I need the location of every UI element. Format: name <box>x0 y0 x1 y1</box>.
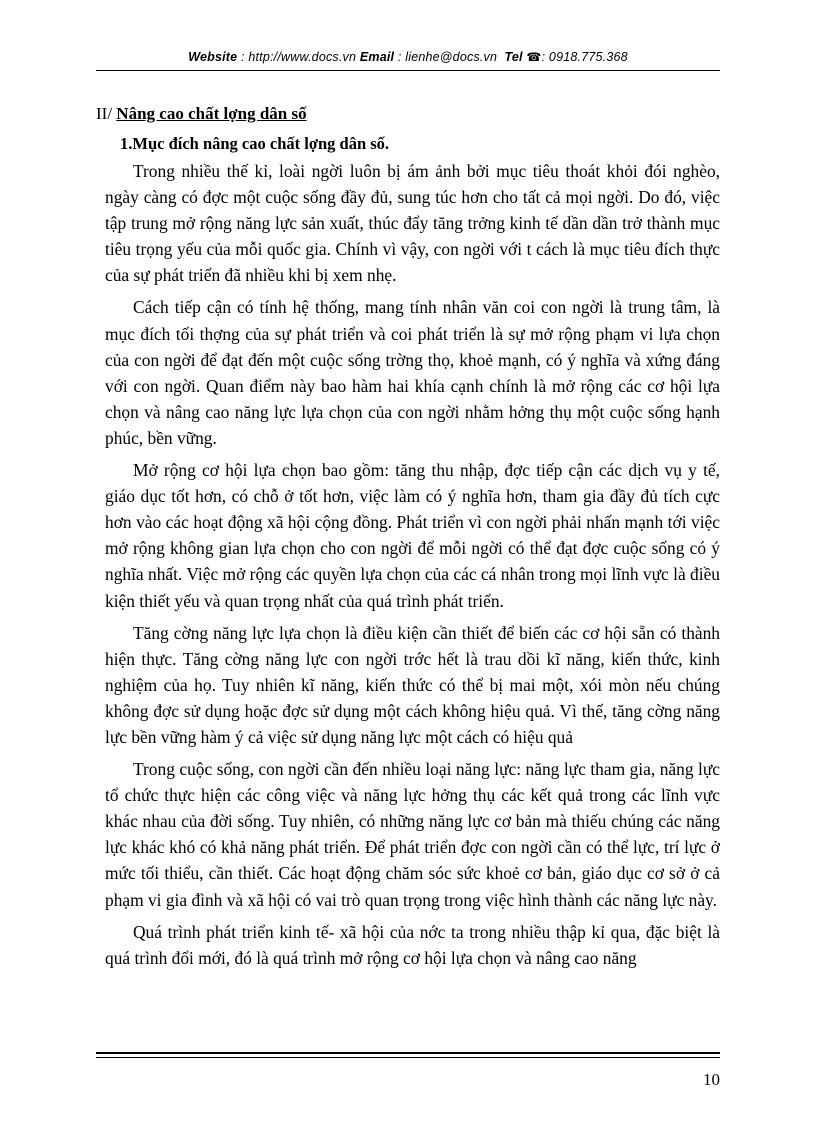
paragraph: Trong cuộc sống, con ngời cần đến nhiều loại năng lực: năng lực tham gia, năng lực tổ chức thực hiện các công việc và năng lực hởng thụ các kết quả trong các lĩnh vực khác nhau của đời sống. Tuy nhiên, có những năng lực cơ bản mà thiếu chúng các năng lực khác khó có khả năng phát triển. Để phát triển đợc con ngời cần có thể lực, trí lực ở mức tối thiểu, cần thiết. Các hoạt động chăm sóc sức khoẻ cơ bản, giáo dục cơ sở ở cả phạm vi gia đình và xã hội có vai trò quan trọng trong việc hình thành các năng lực này. <box>105 759 720 910</box>
tel-value: : 0918.775.368 <box>541 50 628 64</box>
header-divider <box>96 70 720 71</box>
paragraph: Cách tiếp cận có tính hệ thống, mang tính nhân văn coi con ngời là trung tâm, là mục đích tối thợng của sự phát triển và coi phát triển là sự mở rộng phạm vi lựa chọn của con ngời để đạt đến một cuộc sống trờng thọ, khoẻ mạnh, có ý nghĩa và xứng đáng với con ngời. Quan điểm này bao hàm hai khía cạnh chính là mở rộng các cơ hội lựa chọn và nâng cao năng lực lựa chọn của con ngời nhằm hởng thụ một cuộc sống hạnh phúc, bền vững. <box>105 297 720 448</box>
email-label: Email <box>359 50 395 64</box>
email-separator: : <box>394 50 406 64</box>
paragraph: Mở rộng cơ hội lựa chọn bao gồm: tăng thu nhập, đợc tiếp cận các dịch vụ y tế, giáo dục tốt hơn, có chỗ ở tốt hơn, việc làm có ý nghĩa hơn, tham gia đầy đủ tích cực hơn vào các hoạt động xã hội cộng đồng. Phát triển vì con ngời phải nhấn mạnh tới việc mở rộng không gian lựa chọn cho con ngời để mỗi ngời có thể đạt đợc cuộc sống có ý nghĩa nhất. Việc mở rộng các quyền lựa chọn của các cá nhân trong mọi lĩnh vực là điều kiện thiết yếu và quan trọng nhất của quá trình phát triển. <box>105 460 720 611</box>
footer-divider-thick <box>96 1052 720 1054</box>
body-text <box>105 158 720 977</box>
paragraph: Quá trình phát triển kinh tế- xã hội của nớc ta trong nhiều thập kỉ qua, đặc biệt là quá trình đổi mới, đó là quá trình mở rộng cơ hội lựa chọn và nâng cao năng <box>105 921 720 968</box>
paragraph: Trong nhiều thế kỉ, loài ngời luôn bị ám ảnh bởi mục tiêu thoát khỏi đói nghèo, ngày càng có đợc một cuộc sống đầy đủ, sung túc hơn cho tất cả mọi ngời. Do đó, việc tập trung mở rộng năng lực sản xuất, thúc đẩy tăng trởng kinh tế dần dần trở thành mục tiêu trọng yếu của mỗi quốc gia. Chính vì vậy, con ngời với t cách là mục tiêu đích thực của sự phát triển đã nhiều khi bị xem nhẹ. <box>105 161 720 286</box>
tel-label: Tel <box>504 50 523 64</box>
website-link[interactable]: http://www.docs.vn <box>248 50 357 64</box>
page-header <box>96 50 720 64</box>
subsection-heading: 1.Mục đích nâng cao chất lợng dân số. <box>120 134 390 153</box>
website-separator: : <box>237 50 249 64</box>
page-number: 10 <box>703 1070 720 1089</box>
section-number: II/ <box>96 104 113 123</box>
phone-icon: ☎ <box>526 50 542 64</box>
website-label: Website <box>188 50 238 64</box>
section-heading <box>96 104 307 124</box>
email-link[interactable]: lienhe@docs.vn <box>405 50 498 64</box>
section-title: Nâng cao chất lợng dân số <box>116 104 307 123</box>
footer-divider-thin <box>96 1057 720 1058</box>
paragraph: Tăng cờng năng lực lựa chọn là điều kiện cần thiết để biến các cơ hội sẵn có thành hiện thực. Tăng cờng năng lực con ngời trớc hết là trau dồi kĩ năng, kiến thức, kinh nghiệm của họ. Tuy nhiên kĩ năng, kiến thức có thể bị mai một, xói mòn nếu chúng không đợc sử dụng hoặc đợc sử dụng một cách không hiệu quả. Vì thế, tăng cờng năng lực bền vững hàm ý cả việc sử dụng năng lực một cách có hiệu quả <box>105 622 720 747</box>
